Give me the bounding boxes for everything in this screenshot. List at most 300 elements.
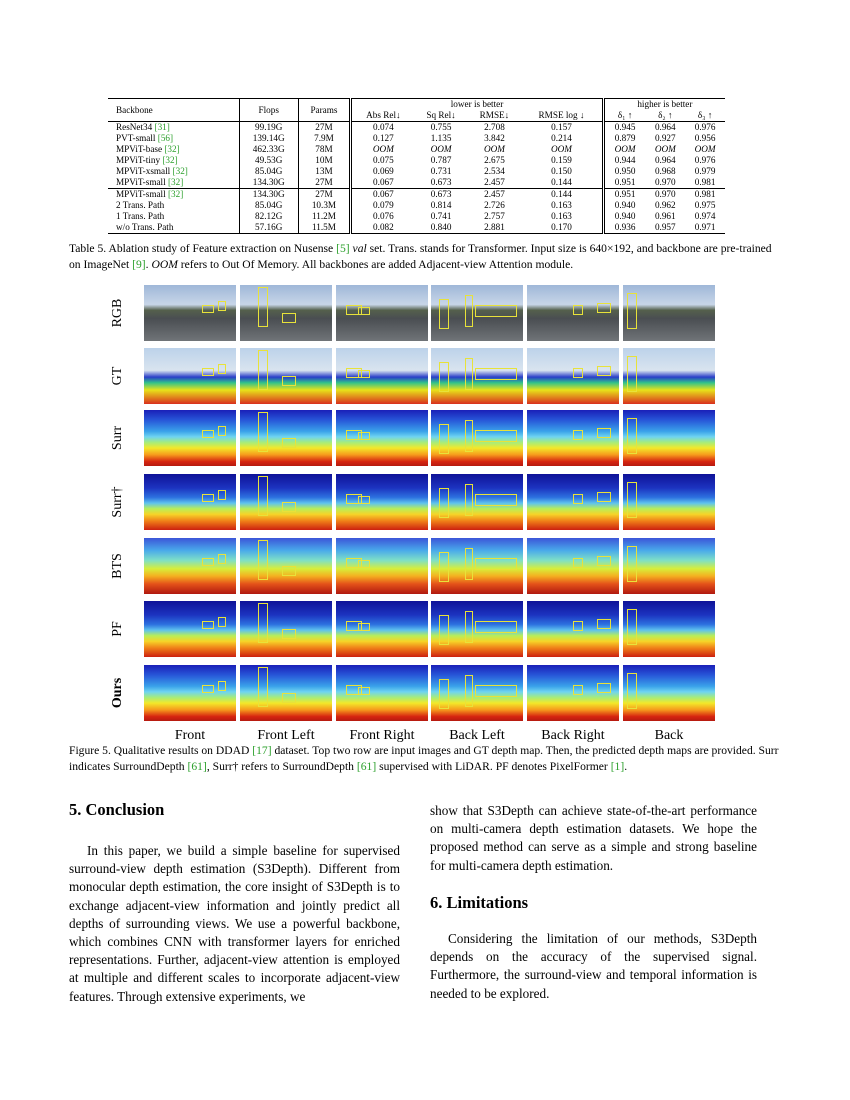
bounding-box: [202, 305, 214, 313]
figure-tile: [623, 474, 715, 530]
figure-tile: [431, 538, 523, 594]
figure-caption-text-1: Qualitative results on DDAD: [113, 744, 250, 757]
cell-rmse: 3.842: [484, 133, 505, 143]
cell-d3: 0.974: [694, 211, 716, 221]
cell-params: 11.2M: [298, 211, 351, 222]
table-row: [108, 211, 725, 222]
bounding-box: [439, 488, 449, 518]
header-d3: δ₃ ↑: [697, 110, 713, 120]
table-caption-text-1: Ablation study of Feature extraction on Nusense: [108, 242, 334, 255]
bounding-box: [573, 305, 583, 315]
figure-tile: [431, 348, 523, 404]
figure-tile: [144, 538, 236, 594]
bounding-box: [627, 673, 637, 709]
bounding-box: [358, 623, 370, 631]
figure-tile: [431, 410, 523, 466]
cell-rmse-log: 0.170: [521, 222, 603, 234]
figure-caption-cite-1[interactable]: [17]: [252, 744, 272, 757]
cell-rmse: OOM: [483, 144, 505, 154]
bounding-box: [475, 621, 517, 633]
table-caption-text-3: set. Trans. stands for Transformer. Input size is 640×192, and backbone are pre-trained on ImageNet: [69, 242, 772, 271]
figure-caption-cite-2[interactable]: [61]: [187, 760, 207, 773]
figure-tile: [336, 285, 428, 341]
cell-abs-rel: OOM: [372, 144, 394, 154]
backbone-name: MPViT-small: [116, 177, 166, 187]
bounding-box: [358, 687, 370, 695]
backbone-name: ResNet34: [116, 122, 153, 132]
figure-tile: [623, 348, 715, 404]
cell-d3: 0.976: [694, 122, 716, 132]
bounding-box: [218, 554, 226, 564]
backbone-cite[interactable]: [56]: [157, 133, 174, 143]
bounding-box: [282, 566, 296, 576]
cell-abs-rel: 0.076: [373, 211, 394, 221]
bounding-box: [218, 681, 226, 691]
bounding-box: [439, 679, 449, 709]
cell-flops: 49.53G: [239, 155, 298, 166]
figure-tile: [527, 601, 619, 657]
figure-tile: [144, 285, 236, 341]
figure-tile: [240, 665, 332, 721]
table-caption-text-2: val: [352, 242, 367, 255]
cell-rmse: 2.726: [484, 200, 505, 210]
bounding-box: [282, 313, 296, 323]
cell-backbone: [108, 222, 239, 234]
row-label: Surr†: [110, 486, 125, 518]
cell-rmse-log: OOM: [521, 144, 603, 155]
cell-params: 78M: [298, 144, 351, 155]
cell-flops: 82.12G: [239, 211, 298, 222]
limitations-text: Considering the limitation of our methods, S3Depth depends on the accuracy of the supervised signal. Furthermore, the surround-view and temporal information is needed to be explored.: [430, 931, 757, 1001]
cell-rmse-log: 0.157: [521, 122, 603, 134]
bounding-box: [475, 494, 517, 506]
conclusion-paragraph-2: [430, 802, 757, 875]
cell-d1: 0.951: [603, 189, 645, 201]
bounding-box: [597, 619, 611, 629]
bounding-box: [258, 287, 268, 327]
bounding-box: [439, 424, 449, 454]
bounding-box: [573, 558, 583, 568]
bounding-box: [258, 412, 268, 452]
figure-caption-text-5: .: [624, 760, 628, 773]
cell-rmse-log: 0.163: [521, 200, 603, 211]
backbone-cite[interactable]: [32]: [172, 166, 188, 176]
cell-rmse-log: 0.214: [521, 133, 603, 144]
bounding-box: [202, 685, 214, 693]
figure-caption-cite-3[interactable]: [61]: [356, 760, 377, 773]
bounding-box: [439, 615, 449, 645]
figure-tile: [144, 348, 236, 404]
backbone-name: MPViT-tiny: [116, 155, 161, 165]
bounding-box: [202, 621, 214, 629]
bounding-box: [439, 299, 449, 329]
table-caption-cite-2[interactable]: [9]: [132, 258, 146, 271]
bounding-box: [475, 368, 517, 380]
table-caption-text-4: .: [145, 258, 149, 271]
cell-d1: 0.951: [614, 177, 636, 187]
bounding-box: [573, 621, 583, 631]
bounding-box: [202, 494, 214, 502]
cell-abs-rel: 0.067: [351, 189, 415, 201]
column-label: Front Right: [349, 728, 415, 743]
header-group-lower: lower is better: [351, 99, 603, 111]
bounding-box: [358, 432, 370, 440]
bounding-box: [202, 558, 214, 566]
header-flops: Flops: [239, 99, 298, 122]
figure-tile: [527, 348, 619, 404]
bounding-box: [465, 420, 473, 452]
backbone-name: 1 Trans. Path: [116, 211, 165, 221]
figure-tile: [527, 410, 619, 466]
cell-flops: 85.04G: [239, 166, 298, 177]
figure-tile: [431, 285, 523, 341]
cell-d3: 0.981: [685, 189, 725, 201]
table-caption-text-6: refers to Out Of Memory. All backbones are added Adjacent-view Attention module.: [180, 258, 574, 271]
figure-caption-text-4: supervised with LiDAR. PF denotes PixelFormer: [379, 760, 608, 773]
backbone-name: MPViT-base: [116, 144, 163, 154]
column-label: Front Left: [257, 728, 315, 743]
conclusion-heading: 5. Conclusion: [69, 800, 165, 819]
cell-sq-rel: 0.741: [430, 211, 452, 221]
cell-rmse: 2.534: [484, 166, 505, 176]
cell-params: 27M: [298, 122, 351, 134]
figure-caption: [69, 743, 781, 775]
bounding-box: [475, 558, 517, 570]
cell-sq-rel: 0.755: [430, 122, 452, 132]
bounding-box: [439, 362, 449, 392]
cell-params: 7.9M: [298, 133, 351, 144]
column-label: Back Left: [449, 728, 505, 743]
bounding-box: [282, 502, 296, 512]
header-rmse: RMSE↓: [479, 110, 510, 120]
figure-tile: [240, 410, 332, 466]
figure-tile: [527, 538, 619, 594]
cell-params: 10M: [298, 155, 351, 166]
cell-rmse: 2.457: [468, 189, 522, 201]
table-row: [108, 133, 725, 144]
bounding-box: [597, 556, 611, 566]
limitations-paragraph: [430, 930, 757, 1003]
figure-tile: [240, 538, 332, 594]
cell-abs-rel: 0.075: [373, 155, 394, 165]
bounding-box: [597, 683, 611, 693]
column-label: Back Right: [541, 728, 605, 743]
bounding-box: [627, 356, 637, 392]
figure-tile: [144, 410, 236, 466]
row-label: Surr: [110, 425, 125, 451]
cell-abs-rel: 0.069: [373, 166, 394, 176]
figure-tile: [336, 474, 428, 530]
bounding-box: [465, 675, 473, 707]
bounding-box: [597, 366, 611, 376]
cell-rmse-log: 0.144: [521, 189, 603, 201]
table-row: [108, 144, 725, 155]
bounding-box: [597, 428, 611, 438]
header-abs-rel: Abs Rel↓: [366, 110, 401, 120]
figure-tile: [336, 410, 428, 466]
cell-rmse: 2.675: [484, 155, 505, 165]
bounding-box: [258, 476, 268, 516]
cell-sq-rel: 0.673: [430, 177, 452, 187]
table-caption-cite-1[interactable]: [5]: [336, 242, 350, 255]
backbone-name: MPViT-small: [116, 189, 166, 199]
figure-tile: [144, 601, 236, 657]
table-row: [108, 122, 725, 134]
row-label: BTS: [110, 553, 125, 579]
bounding-box: [573, 685, 583, 695]
backbone-name: MPViT-xsmall: [116, 166, 171, 176]
bounding-box: [465, 611, 473, 643]
backbone-cite[interactable]: [32]: [167, 177, 184, 187]
table-caption: [69, 241, 781, 273]
backbone-name: 2 Trans. Path: [116, 200, 165, 210]
cell-params: 27M: [298, 177, 351, 189]
table-caption-text-5: OOM: [151, 258, 178, 271]
bounding-box: [627, 546, 637, 582]
bounding-box: [573, 368, 583, 378]
cell-rmse-log: 0.159: [521, 155, 603, 166]
header-rmse-log: RMSE log ↓: [521, 110, 603, 122]
bounding-box: [258, 667, 268, 707]
conclusion-paragraph-1: [69, 842, 400, 1006]
cell-abs-rel: 0.079: [373, 200, 394, 210]
header-params: Params: [298, 99, 351, 122]
limitations-heading: 6. Limitations: [430, 893, 529, 912]
figure-tile: [240, 474, 332, 530]
figure-caption-cite-4[interactable]: [1]: [610, 760, 625, 773]
figure-tile: [623, 410, 715, 466]
bounding-box: [475, 685, 517, 697]
figure-caption-text-2: dataset. Top two row are input images and GT depth map. Then, the predicted depth maps are provided. Surr indicates SurroundDepth: [69, 744, 779, 773]
cell-backbone: [108, 211, 239, 222]
cell-d3: 0.975: [694, 200, 716, 210]
backbone-cite[interactable]: [32]: [162, 155, 178, 165]
cell-d2: 0.964: [654, 122, 676, 132]
cell-flops: 462.33G: [239, 144, 298, 155]
conclusion-text-1: In this paper, we build a simple baseline for supervised surround-view depth estimation (S3Depth). Different from monocular depth estimation, the core insight of S3Depth is to exchange adjacent-view information and jointly predict all depths of surrounding views. We use a powerful backbone, which combines CNN with transformer layers for enriched representations. Further, adjacent-view attention is employed at multiple and different scales to incorporate adjacent-view features. Through extensive experiments, we: [69, 843, 400, 1004]
cell-d3: 0.981: [694, 177, 716, 187]
cell-d2: 0.970: [645, 189, 685, 201]
cell-params: 27M: [298, 189, 351, 201]
table-row: [108, 166, 725, 177]
bounding-box: [282, 693, 296, 703]
bounding-box: [358, 560, 370, 568]
cell-sq-rel: 0.787: [430, 155, 452, 165]
cell-flops: 57.16G: [239, 222, 298, 234]
bounding-box: [218, 490, 226, 500]
figure-tile: [336, 665, 428, 721]
bounding-box: [627, 609, 637, 645]
figure-tile: [431, 474, 523, 530]
cell-params: 11.5M: [298, 222, 351, 234]
cell-abs-rel: 0.082: [373, 222, 394, 232]
cell-rmse-log: 0.144: [521, 177, 603, 189]
cell-backbone: [108, 122, 239, 134]
bounding-box: [475, 430, 517, 442]
header-d2: δ₂ ↑: [658, 110, 673, 120]
bounding-box: [439, 552, 449, 582]
bounding-box: [358, 307, 370, 315]
backbone-cite[interactable]: [32]: [164, 144, 180, 154]
table-row: [108, 200, 725, 211]
cell-rmse: 2.881: [484, 222, 505, 232]
table-row: [108, 155, 725, 166]
bounding-box: [475, 305, 517, 317]
cell-d2: 0.957: [654, 222, 676, 232]
cell-d3: 0.956: [694, 133, 716, 143]
cell-d1: 0.950: [614, 166, 636, 176]
cell-d2: 0.964: [654, 155, 676, 165]
header-group-higher: higher is better: [637, 99, 693, 109]
bounding-box: [465, 548, 473, 580]
row-label: GT: [110, 366, 125, 386]
bounding-box: [627, 293, 637, 329]
backbone-name: PVT-small: [116, 133, 156, 143]
cell-backbone: [108, 200, 239, 211]
cell-d2: OOM: [654, 144, 676, 154]
bounding-box: [465, 295, 473, 327]
cell-backbone: [108, 155, 239, 166]
figure-caption-label: Figure 5.: [69, 744, 111, 757]
cell-d2: 0.968: [654, 166, 676, 176]
cell-d3: 0.979: [694, 166, 716, 176]
bounding-box: [465, 358, 473, 390]
row-label: PF: [110, 621, 125, 637]
figure-tile: [623, 665, 715, 721]
figure-tile: [527, 665, 619, 721]
bounding-box: [573, 430, 583, 440]
figure-caption-text-3: , Surr† refers to SurroundDepth: [206, 760, 354, 773]
cell-d1: 0.940: [614, 211, 636, 221]
bounding-box: [627, 482, 637, 518]
figure-tile: [623, 538, 715, 594]
cell-backbone: [108, 189, 239, 201]
bounding-box: [202, 368, 214, 376]
cell-flops: 134.30G: [239, 177, 298, 189]
figure-tile: [240, 348, 332, 404]
bounding-box: [218, 617, 226, 627]
cell-flops: 134.30G: [239, 189, 298, 201]
figure-tile: [431, 601, 523, 657]
figure-tile: [144, 474, 236, 530]
bounding-box: [258, 350, 268, 390]
cell-d3: OOM: [694, 144, 716, 154]
bounding-box: [358, 370, 370, 378]
cell-d2: 0.927: [654, 133, 676, 143]
row-label: RGB: [110, 298, 125, 328]
bounding-box: [282, 376, 296, 386]
cell-abs-rel: 0.074: [373, 122, 394, 132]
table-row: [108, 177, 725, 189]
bounding-box: [465, 484, 473, 516]
cell-rmse: 2.708: [484, 122, 505, 132]
bounding-box: [358, 496, 370, 504]
cell-abs-rel: 0.067: [373, 177, 394, 187]
backbone-cite[interactable]: [31]: [154, 122, 170, 132]
figure-tile: [431, 665, 523, 721]
cell-flops: 139.14G: [239, 133, 298, 144]
cell-sq-rel: 0.673: [414, 189, 467, 201]
figure-tile: [336, 348, 428, 404]
header-d1: δ₁ ↑: [617, 110, 633, 120]
cell-d2: 0.961: [654, 211, 676, 221]
figure-tile: [623, 601, 715, 657]
cell-sq-rel: 0.814: [430, 200, 452, 210]
figure-tile: [527, 285, 619, 341]
bounding-box: [202, 430, 214, 438]
figure-tile: [623, 285, 715, 341]
figure-tile: [240, 601, 332, 657]
header-sq-rel: Sq Rel↓: [426, 110, 456, 120]
cell-d1: 0.940: [614, 200, 636, 210]
cell-params: 10.3M: [298, 200, 351, 211]
bounding-box: [258, 540, 268, 580]
table-section-backbones: [108, 122, 725, 189]
cell-d1: 0.936: [614, 222, 636, 232]
bounding-box: [258, 603, 268, 643]
bounding-box: [218, 301, 226, 311]
bounding-box: [282, 629, 296, 639]
cell-params: 13M: [298, 166, 351, 177]
bounding-box: [573, 494, 583, 504]
header-backbone: Backbone: [108, 99, 239, 122]
cell-d3: 0.976: [694, 155, 716, 165]
column-label: Back: [654, 728, 684, 743]
cell-backbone: [108, 177, 239, 189]
cell-sq-rel: 0.731: [430, 166, 452, 176]
figure-tile: [336, 538, 428, 594]
backbone-name: w/o Trans. Path: [116, 222, 174, 232]
bounding-box: [627, 418, 637, 454]
table-row: [108, 222, 725, 234]
cell-d2: 0.970: [654, 177, 676, 187]
figure-tile: [527, 474, 619, 530]
cell-flops: 99.19G: [239, 122, 298, 134]
row-label: Ours: [110, 677, 125, 709]
ablation-table: [108, 98, 725, 234]
table-row: [108, 189, 725, 201]
cell-backbone: [108, 144, 239, 155]
table-section-paths: [108, 189, 725, 234]
cell-d1: 0.879: [614, 133, 636, 143]
cell-d3: 0.971: [694, 222, 716, 232]
cell-flops: 85.04G: [239, 200, 298, 211]
figure-tile: [336, 601, 428, 657]
cell-backbone: [108, 133, 239, 144]
cell-d1: 0.945: [614, 122, 636, 132]
figure-tile: [240, 285, 332, 341]
bounding-box: [597, 492, 611, 502]
bounding-box: [597, 303, 611, 313]
figure-tile: [144, 665, 236, 721]
cell-sq-rel: 1.135: [430, 133, 452, 143]
conclusion-text-2: show that S3Depth can achieve state-of-the-art performance on multi-camera depth estimation datasets. We hope the proposed method can serve as a simple and strong baseline for multi-camera depth estimation.: [430, 803, 757, 873]
bounding-box: [218, 364, 226, 374]
cell-sq-rel: 0.840: [430, 222, 452, 232]
cell-d2: 0.962: [654, 200, 676, 210]
cell-rmse: 2.457: [484, 177, 505, 187]
backbone-cite[interactable]: [32]: [167, 189, 184, 199]
cell-abs-rel: 0.127: [373, 133, 394, 143]
bounding-box: [282, 438, 296, 448]
cell-backbone: [108, 166, 239, 177]
cell-d1: OOM: [614, 144, 636, 154]
cell-rmse-log: 0.150: [521, 166, 603, 177]
column-label: Front: [174, 728, 206, 743]
cell-d1: 0.944: [614, 155, 636, 165]
table-caption-label: Table 5.: [69, 242, 107, 255]
cell-sq-rel: OOM: [430, 144, 452, 154]
